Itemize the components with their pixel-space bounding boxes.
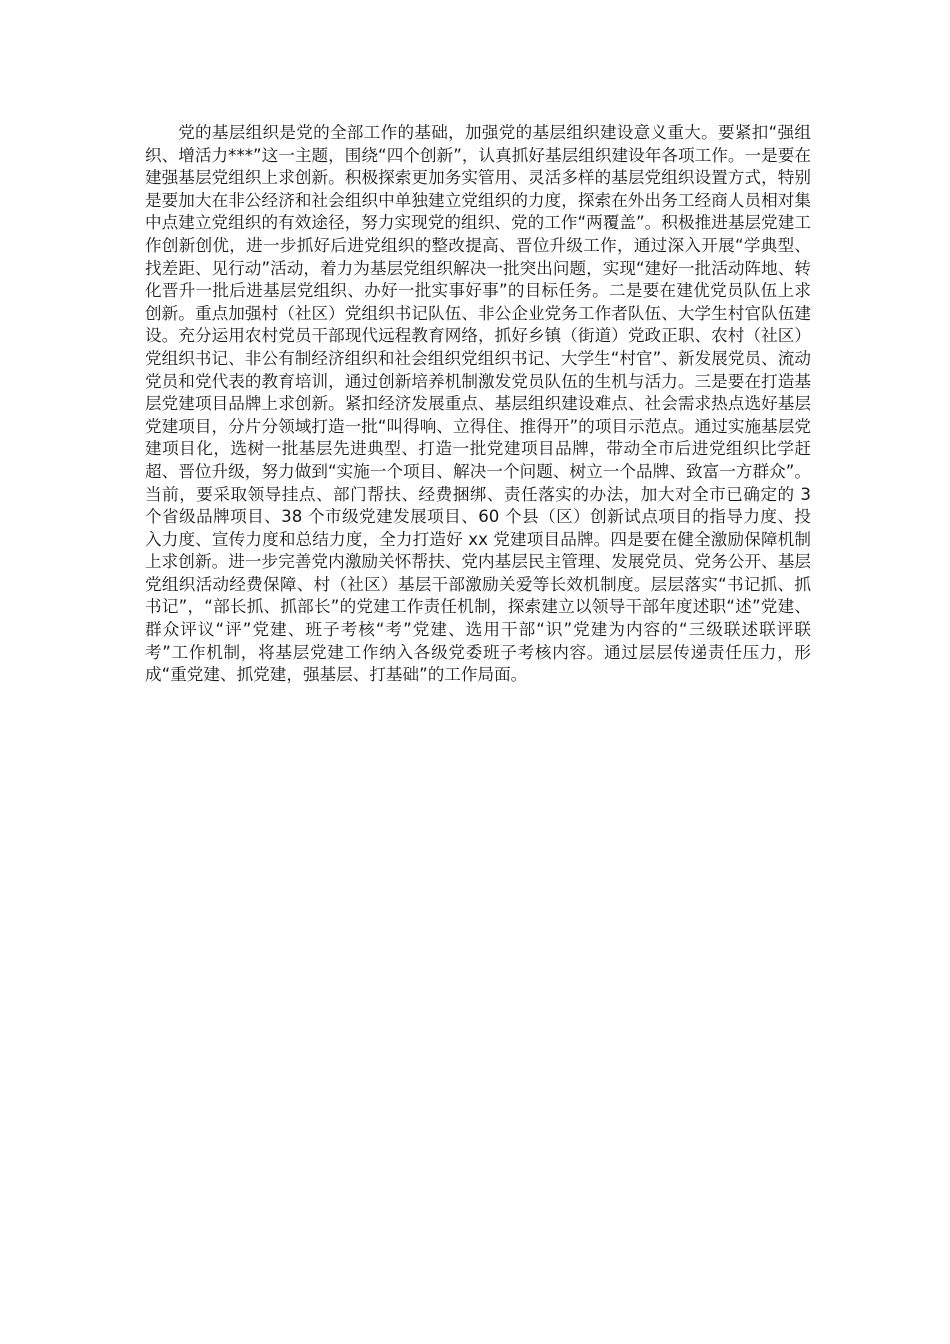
document-body (145, 122, 811, 687)
body-paragraph: 党的基层组织是党的全部工作的基础，加强党的基层组织建设意义重大。要紧扣“强组织、增活力***”这一主题，围绕“四个创新”，认真抓好基层组织建设年各项工作。一是要在建强基层党组织上求创新。积极探索更加务实管用、灵活多样的基层党组织设置方式，特别是要加大在非公经济和社会组织中单独建立党组织的力度，探索在外出务工经商人员相对集中点建立党组织的有效途径，努力实现党的组织、党的工作“两覆盖”。积极推进基层党建工作创新创优，进一步抓好后进党组织的整改提高、晋位升级工作，通过深入开展“学典型、找差距、见行动”活动，着力为基层党组织解决一批突出问题，实现“建好一批活动阵地、转化晋升一批后进基层党组织、办好一批实事好事”的目标任务。二是要在建优党员队伍上求创新。重点加强村（社区）党组织书记队伍、非公企业党务工作者队伍、大学生村官队伍建设。充分运用农村党员干部现代远程教育网络，抓好乡镇（街道）党政正职、农村（社区）党组织书记、非公有制经济组织和社会组织党组织书记、大学生“村官”、新发展党员、流动党员和党代表的教育培训，通过创新培养机制激发党员队伍的生机与活力。三是要在打造基层党建项目品牌上求创新。紧扣经济发展重点、基层组织建设难点、社会需求热点选好基层党建项目，分片分领域打造一批“叫得响、立得住、推得开”的项目示范点。通过实施基层党建项目化，选树一批基层先进典型、打造一批党建项目品牌，带动全市后进党组织比学赶超、晋位升级，努力做到“实施一个项目、解决一个问题、树立一个品牌、致富一方群众”。当前，要采取领导挂点、部门帮扶、经费捆绑、责任落实的办法，加大对全市已确定的 3 个省级品牌项目、38 个市级党建发展项目、60 个县（区）创新试点项目的指导力度、投入力度、宣传力度和总结力度，全力打造好 xx 党建项目品牌。四是要在健全激励保障机制上求创新。进一步完善党内激励关怀帮扶、党内基层民主管理、发展党员、党务公开、基层党组织活动经费保障、村（社区）基层干部激励关爱等长效机制度。层层落实“书记抓、抓书记”，“部长抓、抓部长”的党建工作责任机制，探索建立以领导干部年度述职“述”党建、群众评议“评”党建、班子考核“考”党建、选用干部“识”党建为内容的“三级联述联评联考”工作机制，将基层党建工作纳入各级党委班子考核内容。通过层层传递责任压力，形成“重党建、抓党建，强基层、打基础”的工作局面。 (145, 123, 811, 685)
